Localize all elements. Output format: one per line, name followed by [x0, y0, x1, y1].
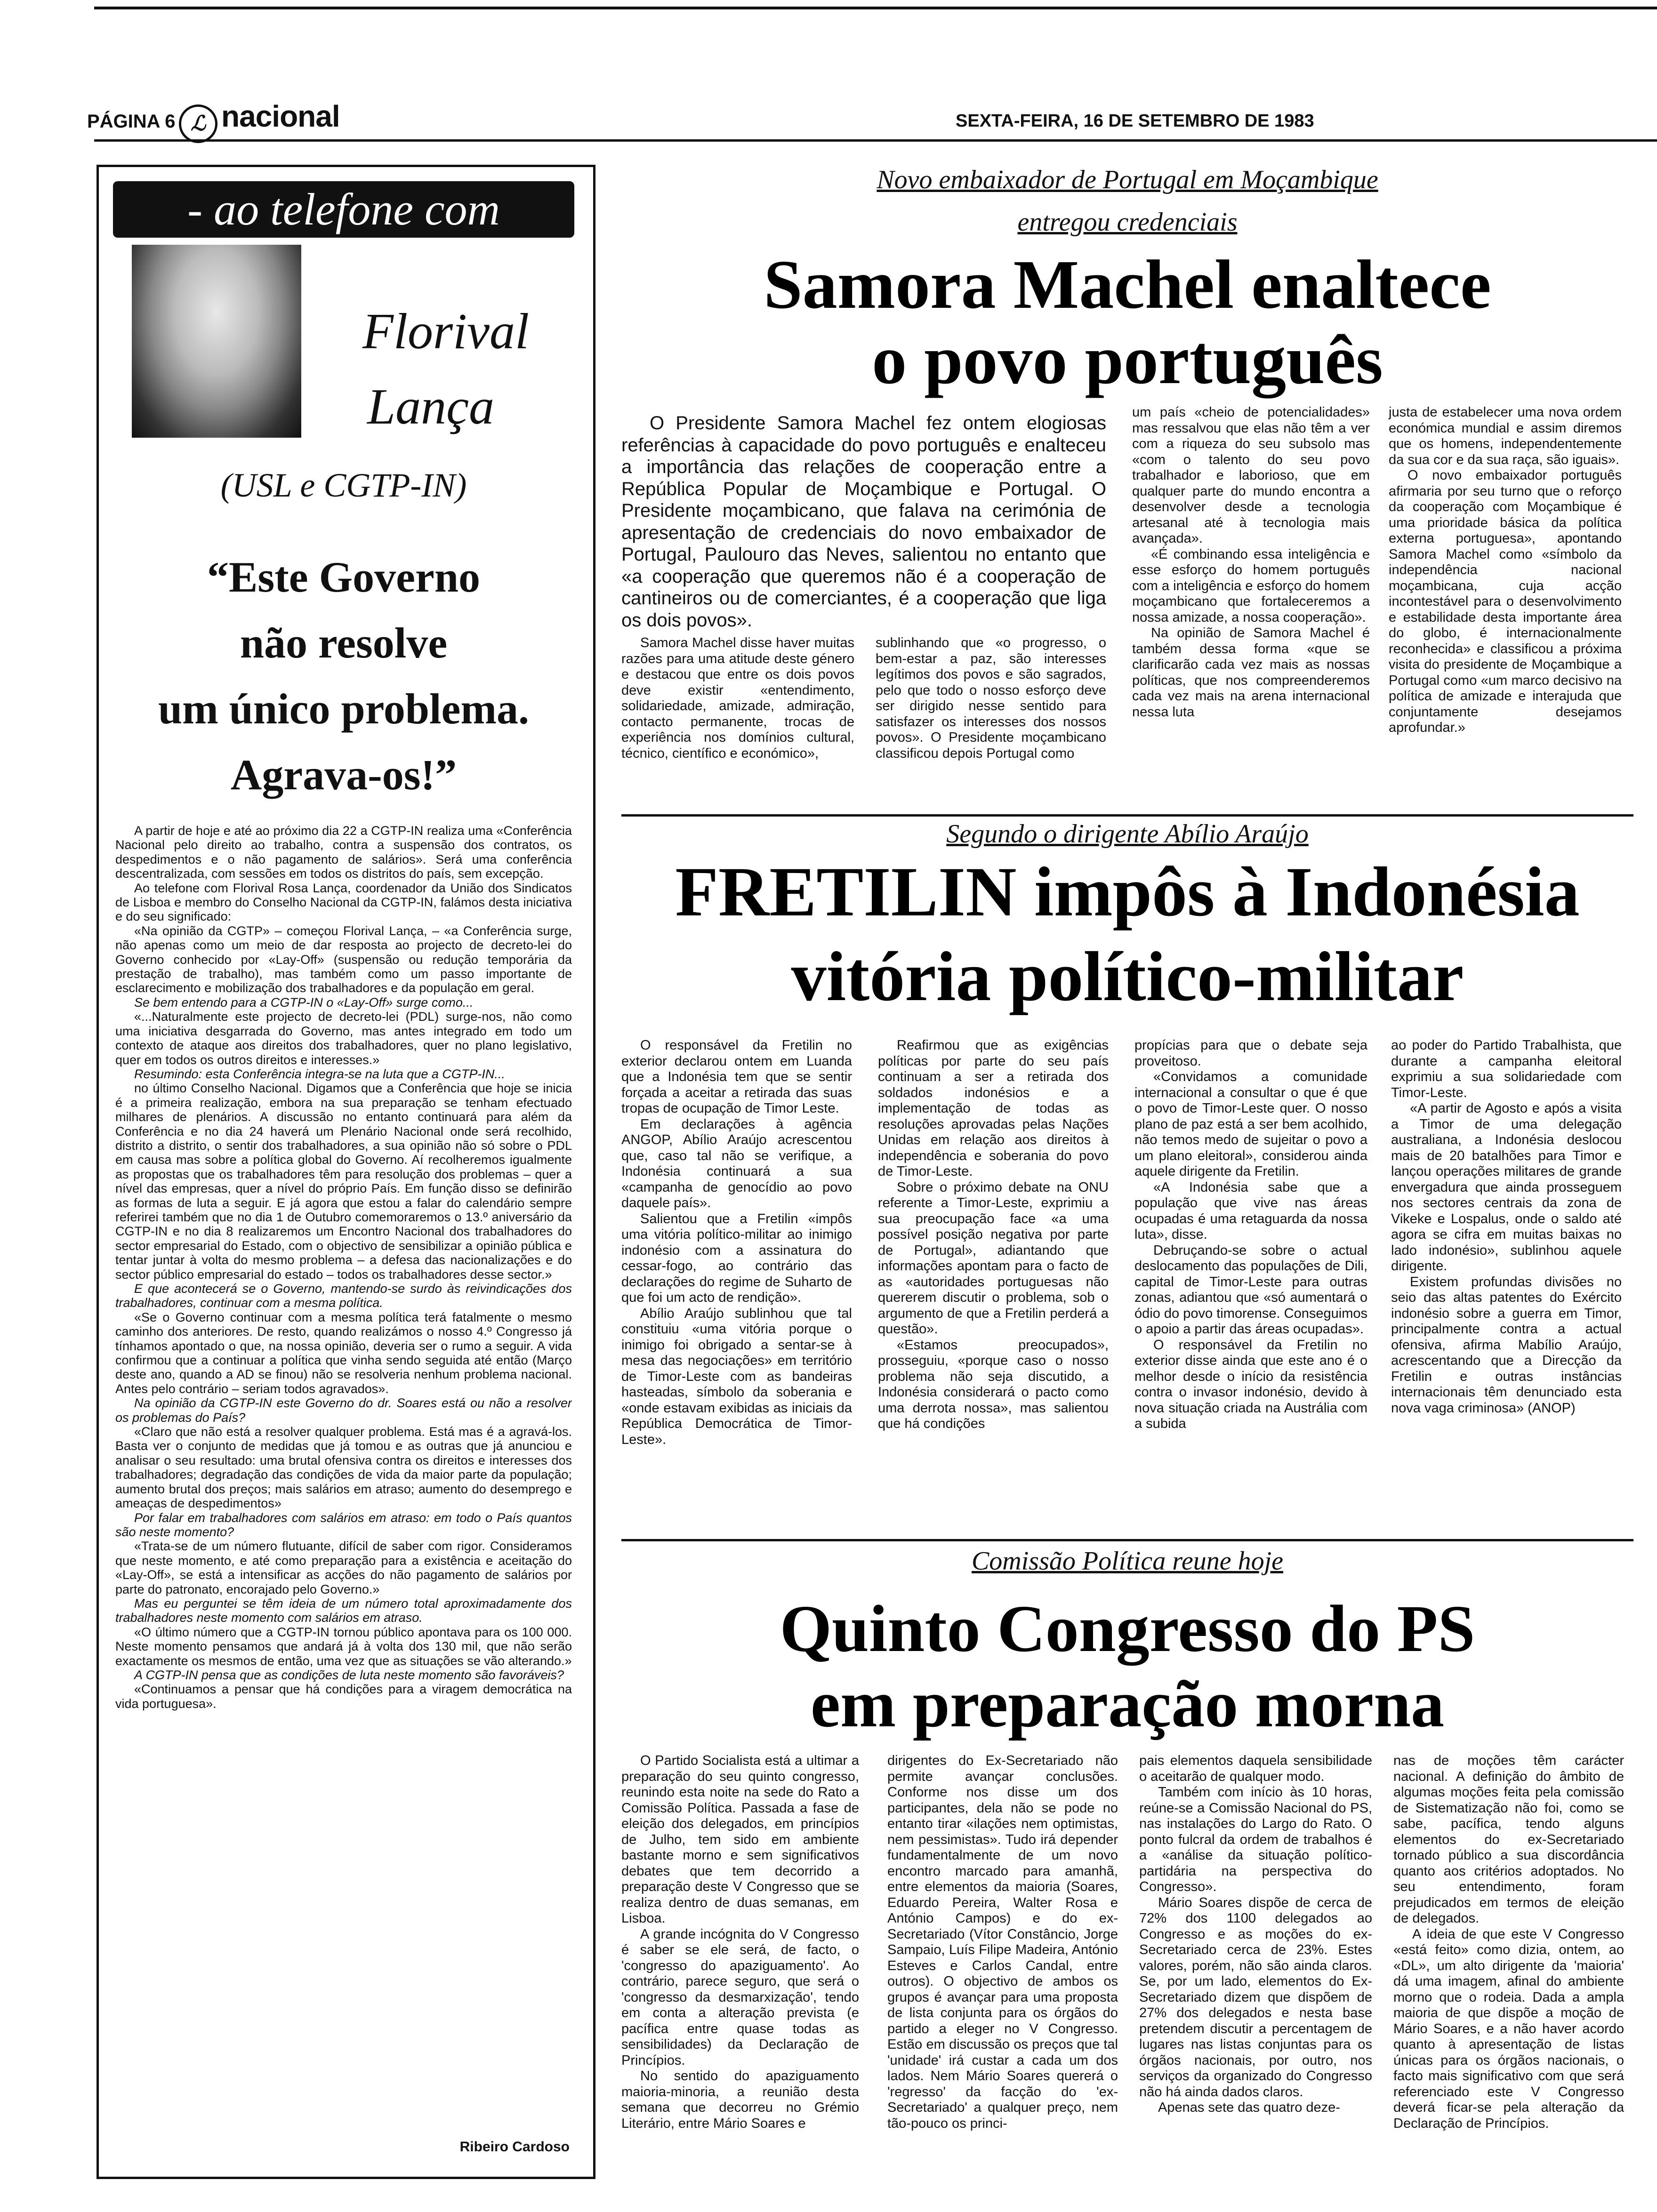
masthead-top-rule	[94, 7, 1657, 9]
article1-kicker-line-1: Novo embaixador de Portugal em Moçambique	[877, 165, 1378, 194]
headline-quote-line-1: “Este Governo	[207, 553, 481, 601]
article3-paragraph: Apenas sete das quatro deze-	[1158, 2100, 1340, 2115]
article1-paragraph: Na opinião de Samora Machel é também dessa forma «que se clarificarão cada vez mais as nossas políticas, que nos compreenderemos cada vez mais na arena internacional nessa luta	[1132, 625, 1370, 720]
article2-paragraph: Existem profundas divisões no seio das altas patentes do Exército indonésio sobre a guerra em Timor, principalmente contra a actual ofensiva, afirma Mabílio Araújo, acrescentando que a Direcção da Fretilin e outras instâncias internacionais têm denunciado esta nova vaga criminosa» (ANOP)	[1391, 1274, 1622, 1416]
article2-paragraph: Reafirmou que as exigências políticas por parte do seu país continuam a ser a retirada dos soldados indonésios e a implementação de todas as resoluções aprovadas pelas Nações Unidas em relação aos direitos à independência e soberania do povo de Timor-Leste.	[878, 1038, 1109, 1179]
article1-paragraph: justa de estabelecer uma nova ordem económica mundial e assim diremos que os homens, independentemente da sua cor e da sua raça, são iguais».	[1389, 405, 1622, 467]
article1-paragraph: sublinhando que «o progresso, o bem-estar a paz, são interesses legítimos dos povos e são sagrados, pelo que todo o nosso esforço deve ser dirigido nesse sentido para satisfazer os interesses dos nossos povos». O Presidente moçambicano classificou depois Portugal como	[876, 635, 1106, 761]
article1-column-1	[621, 635, 854, 761]
article3-column-4	[1393, 1753, 1624, 2132]
article2-column-1	[621, 1038, 852, 1448]
interview-question: A CGTP-IN pensa que as condições de luta neste momento são favoráveis?	[134, 1667, 564, 1682]
paper-name: nacional	[221, 99, 340, 133]
article1-column-4	[1389, 405, 1622, 736]
interviewee-first-name: Florival	[362, 304, 529, 360]
article1-headline-line-1: Samora Machel enaltece	[764, 246, 1491, 323]
headline-quote-line-2: não resolve	[240, 619, 448, 667]
article-divider	[621, 1539, 1633, 1541]
interview-paragraph: «Na opinião da CGTP» – começou Florival Lança, – «a Conferência surge, não apenas como um meio de dar resposta ao projecto de decreto-lei do Governo conhecido por «Lay-Off» (suspensão ou redução temporária da prestação de trabalho), mas também como um passo importante de esclarecimento e mobilização dos trabalhadores e da população em geral.	[115, 923, 572, 995]
article2-paragraph: «A partir de Agosto e após a visita a Timor de uma delegação australiana, a Indonésia deslocou mais de 20 batalhões para Timor e lançou operações militares de grande envergadura que ainda prosseguem nos sectores centrais da zona de Vikeke e Lospalus, onde o saldo até agora se cifra em muitas baixas no lado indonésio», sublinhou aquele dirigente.	[1391, 1101, 1622, 1274]
article1-column-3	[1132, 405, 1370, 720]
interview-paragraph: no último Conselho Nacional. Digamos que a Conferência que hoje se inicia é a primeira realização, embora na sua preparação se tenham efectuado milhares de plenários. A discussão no entanto continuará para além da Conferência e no dia 24 haverá um Plenário Nacional onde será recolhido, distrito a distrito, o sentir dos trabalhadores, a sua opinião não só sobre o PDL em causa mas sobre a política global do Governo. Aí recolheremos igualmente as propostas que os trabalhadores têm para resolução dos problemas – quer a nível das empresas, quer a nível do próprio País. Em função disso se definirão as formas de luta a seguir. E já agora que estou a falar do calendário sempre referirei também que no dia 1 de Outubro comemoraremos o 13.º aniversário da CGTP-IN e no dia 8 realizaremos um Encontro Nacional dos trabalhadores do sector empresarial do Estado, com o objectivo de sensibilizar a opinião pública e tentar juntar à volta do mesmo problema – a defesa das nacionalizações e do sector público empresarial do estado – todos os trabalhadores desse sector.»	[115, 1081, 572, 1282]
interview-byline: Ribeiro Cardoso	[459, 2139, 570, 2155]
interview-paragraph: «...Naturalmente este projecto de decreto-lei (PDL) surge-nos, não como uma iniciativa desgarrada do Governo, mas antes integrado em todo um contexto de ataque aos direitos dos trabalhadores, quer no plano legislativo, quer em todos os outros direitos e interesses.»	[115, 1010, 572, 1067]
article2-paragraph: «Estamos preocupados», prosseguiu, «porque caso o nosso problema não seja discutido, a Indonésia considerará o pacto como uma derrota nossa», mas salientou que há condições	[878, 1337, 1109, 1431]
interviewee-last-name: Lança	[367, 379, 494, 435]
article2-column-2	[878, 1038, 1109, 1432]
article1-paragraph: um país «cheio de potencialidades» mas ressalvou que elas não têm a ver com a riqueza do seu subsolo mas «com o talento do seu povo trabalhador e laborioso, que em qualquer parte do mundo encontra a desenvolver desde a tecnologia artesanal até à tecnologia mais avançada».	[1132, 405, 1370, 546]
article1-paragraph: O novo embaixador português afirmaria por seu turno que o reforço da cooperação com Moçambique é uma prioridade básica da política externa portuguesa», apontando Samora Machel como «símbolo da independência nacional moçambicana, cuja acção incontestável para o desenvolvimento e estabilidade desta importante área do globo, é internacionalmente reconhecida» e classificou a próxima visita do presidente de Moçambique a Portugal como «um marco decisivo na política de amizade e interajuda que conjuntamente desejamos aprofundar.»	[1389, 468, 1622, 735]
article2-headline-line-1: FRETILIN impôs à Indonésia	[675, 853, 1580, 931]
article2-headline-line-2: vitória político-militar	[791, 938, 1464, 1016]
interview-paragraph: A partir de hoje e até ao próximo dia 22 a CGTP-IN realiza uma «Conferência Nacional pelo direito ao trabalho, contra a suspensão dos contratos, os despedimentos e o não pagamento de salários». Será uma conferência descentralizada, com sessões em todos os distritos do país, sem excepção.	[115, 824, 572, 881]
article3-paragraph: pais elementos daquela sensibilidade o aceitarão de qualquer modo.	[1139, 1753, 1372, 1784]
article3-column-3	[1139, 1753, 1372, 2116]
article1-column-2	[876, 635, 1106, 761]
article2-paragraph: Em declarações à agência ANGOP, Abílio Araújo acrescentou que, caso tal não se verifique, a Indonésia continuará a sua «campanha de genocídio ao povo daquele país».	[621, 1116, 852, 1210]
article3-paragraph: No sentido do apaziguamento maioria-minoria, a reunião desta semana que decorreu no Grémio Literário, entre Mário Soares e	[621, 2068, 859, 2131]
article1-lead-text: O Presidente Samora Machel fez ontem elogiosas referências à capacidade do povo português e enalteceu a importância das relações de cooperação entre a República Popular de Moçambique e Portugal. O Presidente moçambicano, que falava na cerimónia de apresentação de credenciais do novo embaixador de Portugal, Paulouro das Neves, salientou no entanto que «a cooperação que queremos não é a cooperação de cantineiros ou de comerciantes, é a cooperação que liga os dois povos».	[621, 413, 1106, 631]
article2-paragraph: Salientou que a Fretilin «impôs uma vitória político-militar ao inimigo indonésio com a assinatura do cessar-fogo, ao contrário das declarações do regime de Suharto de que foi um acto de rendição».	[621, 1211, 852, 1305]
sidebar-banner: - ao telefone com	[113, 181, 574, 238]
interview-paragraph: «Se o Governo continuar com a mesma política terá fatalmente o mesmo caminho dos anteriores. De resto, quando realizámos o nosso 4.º Congresso já tínhamos apontado o que, na nossa opinião, deveria ser o rumo a seguir. A vida confirmou que a continuar a política que vinha sendo seguida até então (Março deste ano, quando a AD se finou) não se resolveria nenhum problema nacional. Antes pelo contrário – seriam todos agravados».	[115, 1310, 572, 1396]
article1-lead	[621, 412, 1106, 631]
interview-paragraph: «O último número que a CGTP-IN tornou público apontava para os 100 000. Neste momento pensamos que andará já à volta dos 130 mil, que não serão exactamente os mesmos de então, uma vez que as situações se vão alterando.»	[115, 1625, 572, 1668]
interview-question: Mas eu perguntei se têm ideia de um número total aproximadamente dos trabalhadores neste momento com salários em atraso.	[115, 1596, 572, 1625]
article3-kicker: Comissão Política reune hoje	[971, 1547, 1284, 1576]
article2-paragraph: «A Indonésia sabe que a população que vive nas áreas ocupadas é uma retaguarda da nossa luta», disse.	[1134, 1179, 1367, 1242]
article3-paragraph: Mário Soares dispõe de cerca de 72% dos 1100 delegados ao Congresso e as moções do ex-Secretariado cerca de 23%. Estes valores, porém, não são ainda claros. Se, por um lado, elementos do Ex-Secretariado dizem que dispõem de 27% dos delegados e nesta base pretendem discutir a percentagem de lugares nas listas conjuntas para os órgãos nacionais, por outro, nos serviços da organizado do Congresso não há ainda dados claros.	[1139, 1895, 1372, 2100]
logo-mark: ℒ	[179, 104, 217, 143]
article2-paragraph: ao poder do Partido Trabalhista, que durante a campanha eleitoral exprimiu a sua solidariedade com Timor-Leste.	[1391, 1038, 1622, 1100]
article1-paragraph: «É combinando essa inteligência e esse esforço do homem português com a inteligência e esforço do homem moçambicano que fortaleceremos a nossa amizade, a nossa cooperação».	[1132, 546, 1370, 625]
article3-headline-line-2: em preparação morna	[810, 1667, 1445, 1741]
article3-paragraph: A ideia de que este V Congresso «está feito» como dizia, ontem, ao «DL», um alto dirigente da 'maioria' dá uma imagem, afinal do ambiente morno que o rodeia. Dada a ampla maioria de que dispõe a moção de Mário Soares, e a não haver acordo quanto à apresentação de listas únicas para os órgãos nacionais, o facto mais significativo com que será referenciado este V Congresso deverá ficar-se pela alteração da Declaração de Princípios.	[1393, 1926, 1624, 2131]
article3-paragraph: A grande incógnita do V Congresso é saber se ele será, de facto, o 'congresso do apaziguamento'. Ao contrário, parece seguro, que será o 'congresso da desmarxização', tendo em conta a alteração prevista (e pacífica entre quase todas as sensibilidades) da Declaração de Princípios.	[621, 1926, 859, 2068]
article1-kicker-line-2: entregou credenciais	[1017, 208, 1238, 237]
interview-question: Por falar em trabalhadores com salários em atraso: em todo o País quantos são neste momento?	[115, 1510, 572, 1539]
article2-paragraph: Abílio Araújo sublinhou que tal constituiu «uma vitória porque o inimigo foi obrigado a sentar-se à mesa das negociações» em território de Timor-Leste com as bandeiras hasteadas, símbolo da soberania e «onde estavam exibidas as iniciais da República Democrática de Timor-Leste».	[621, 1306, 852, 1447]
interview-question: E que acontecerá se o Governo, mantendo-se surdo às reivindicações dos trabalhadores, continuar com a mesma política.	[115, 1282, 572, 1310]
article-divider	[621, 814, 1633, 817]
article3-paragraph: Também com início às 10 horas, reúne-se a Comissão Nacional do PS, nas instalações do Largo do Rato. O ponto fulcral da ordem de trabalhos é a «análise da situação político-partidária na perspectiva do Congresso».	[1139, 1785, 1372, 1894]
headline-quote-line-4: Agrava-os!”	[230, 751, 457, 799]
article2-paragraph: propícias para que o debate seja proveitoso.	[1134, 1038, 1367, 1069]
masthead-rule	[94, 139, 1657, 142]
article2-kicker: Segundo o dirigente Abílio Araújo	[946, 819, 1309, 849]
interview-question: Resumindo: esta Conferência integra-se na luta que a CGTP-IN...	[134, 1066, 505, 1081]
article2-paragraph: O responsável da Fretilin no exterior disse ainda que este ano é o melhor desde o início da resistência contra o invasor indonésio, devido à nova situação criada na Austrália com a subida	[1134, 1337, 1367, 1431]
article3-paragraph: O Partido Socialista está a ultimar a preparação do seu quinto congresso, reunindo esta noite na sede do Rato a Comissão Política. Passada a fase de eleição dos delegados, em princípios de Julho, tem sido em ambiente bastante morno e sem significativos debates que tem decorrido a preparação deste V Congresso que se realiza dentro de duas semanas, em Lisboa.	[621, 1753, 859, 1926]
interview-paragraph: «Trata-se de um número flutuante, difícil de saber com rigor. Consideramos que neste momento, e até como preparação para a existência e aceitação do «Lay-Off», se está a intensificar as acções do não pagamento de salários por parte do patronato, encorajado pelo Governo.»	[115, 1539, 572, 1596]
article1-paragraph: Samora Machel disse haver muitas razões para uma atitude deste género e destacou que entre os dois povos deve existir «entendimento, solidariedade, amizade, admiração, contacto permanente, trocas de experiência nos domínios cultural, técnico, científico e económico»,	[621, 635, 854, 761]
article1-headline-line-2: o povo português	[872, 321, 1383, 399]
page-date: SEXTA-FEIRA, 16 DE SETEMBRO DE 1983	[956, 111, 1314, 131]
interview-question: Se bem entendo para a CGTP-IN o «Lay-Off» surge como...	[134, 995, 474, 1010]
article3-paragraph: dirigentes do Ex-Secretariado não permite avançar conclusões. Conforme nos disse um dos participantes, dela não se pode no entanto tirar «ilações nem optimistas, nem pessimistas». Tudo irá depender fundamentalmente de um novo encontro marcado para amanhã, entre elementos da maioria (Soares, Eduardo Pereira, Walter Rosa e António Campos) e do ex-Secretariado (Vítor Constâncio, Jorge Sampaio, Luís Filipe Madeira, António Esteves e Carlos Candal, entre outros). O objectivo de ambos os grupos é avançar para uma proposta de lista conjunta para os órgãos do partido a eleger no V Congresso. Estão em discussão os preços que tal 'unidade' irá custar a cada um dos lados. Nem Mário Soares quererá o 'regresso' da facção do 'ex-Secretariado' a qualquer preço, nem tão-pouco os princi-	[887, 1753, 1118, 2131]
article3-column-1	[621, 1753, 859, 2132]
article2-paragraph: Debruçando-se sobre o actual deslocamento das populações de Dili, capital de Timor-Leste para outras zonas, adiantou que «só aumentará o ódio do povo timorense. Conseguimos o apoio a partir das áreas ocupadas».	[1134, 1242, 1367, 1337]
interview-body	[115, 824, 572, 2127]
article3-headline-line-1: Quinto Congresso do PS	[780, 1591, 1475, 1666]
interview-paragraph: «Claro que não está a resolver qualquer problema. Está mas é a agravá-los. Basta ver o conjunto de medidas que já tomou e as outras que já anunciou e analisar o seu resultado: uma brutal ofensiva contra os direitos e interesses dos trabalhadores; degradação das condições de vida da maior parte da população; aumento brutal dos preços; mais salários em atraso; aumento do desemprego e ameaças de despedimentos»	[115, 1425, 572, 1511]
article2-paragraph: Sobre o próximo debate na ONU referente a Timor-Leste, exprimiu a sua preocupação face «a uma possível posição negativa por parte de Portugal», adiantando que informações apontam para o facto de as «autoridades portuguesas não quererem discutir o problema, sob o argumento de que a Fretilin perderá a questão».	[878, 1179, 1109, 1337]
interviewee-photo	[132, 245, 301, 438]
interview-paragraph: «Continuamos a pensar que há condições para a viragem democrática na vida portuguesa».	[115, 1682, 572, 1711]
page-number: PÁGINA 6	[87, 111, 176, 132]
interviewee-organizations: (USL e CGTP-IN)	[220, 466, 467, 504]
article3-column-2	[887, 1753, 1118, 2132]
article2-paragraph: «Convidamos a comunidade internacional a consultar o que é que o povo de Timor-Leste quer. O nosso plano de paz está a ser bem acolhido, não temos medo de sujeitar o povo a um plano eleitoral», considerou ainda aquele dirigente da Fretilin.	[1134, 1069, 1367, 1179]
article2-column-4	[1391, 1038, 1622, 1416]
article2-paragraph: O responsável da Fretilin no exterior declarou ontem em Luanda que a Indonésia tem que se sentir forçada a aceitar a retirada das suas tropas de ocupação de Timor Leste.	[621, 1038, 852, 1116]
interview-question: Na opinião da CGTP-IN este Governo do dr. Soares está ou não a resolver os problemas do País?	[115, 1396, 572, 1425]
interview-paragraph: Ao telefone com Florival Rosa Lança, coordenador da União dos Sindicatos de Lisboa e membro do Conselho Nacional da CGTP-IN, falámos desta iniciativa e do seu significado:	[115, 881, 572, 924]
article3-paragraph: nas de moções têm carácter nacional. A definição do âmbito de algumas moções feita pela comissão de Sistematização não foi, como se sabe, pacífica, tendo alguns elementos do ex-Secretariado tornado público a sua discordância quanto aos critérios adoptados. No seu entendimento, foram prejudicados em termos de eleição de delegados.	[1393, 1753, 1624, 1926]
headline-quote-line-3: um único problema.	[158, 685, 530, 733]
article2-column-3	[1134, 1038, 1367, 1432]
